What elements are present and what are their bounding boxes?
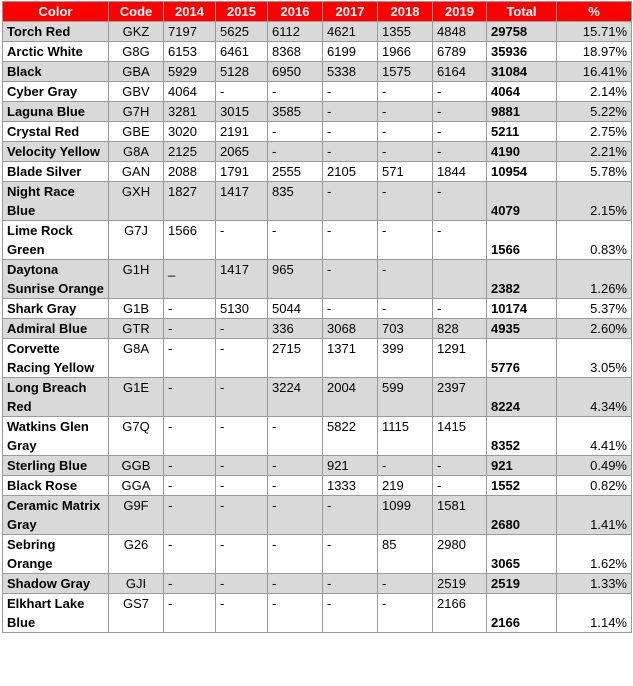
cell-code: G1E xyxy=(109,378,164,417)
cell-2014: 3020 xyxy=(164,122,216,142)
header-color: Color xyxy=(3,2,109,22)
cell-2015: - xyxy=(216,378,268,417)
cell-2014: 3281 xyxy=(164,102,216,122)
table-row xyxy=(3,496,632,535)
header-2019: 2019 xyxy=(433,2,487,22)
cell-total: 8224 xyxy=(487,378,557,417)
cell-2015: - xyxy=(216,417,268,456)
cell-2018: - xyxy=(378,182,433,221)
cell-2017: - xyxy=(323,574,378,594)
cell-color: Shark Gray xyxy=(3,299,109,319)
cell-total: 31084 xyxy=(487,62,557,82)
cell-2018: - xyxy=(378,82,433,102)
cell-2015: - xyxy=(216,496,268,535)
cell-2015: 2191 xyxy=(216,122,268,142)
cell-percent: 1.62% xyxy=(557,535,632,574)
cell-2018: 1355 xyxy=(378,22,433,42)
cell-total: 5776 xyxy=(487,339,557,378)
cell-2019: - xyxy=(433,102,487,122)
cell-2017: - xyxy=(323,535,378,574)
cell-2019: 1581 xyxy=(433,496,487,535)
cell-code: GJI xyxy=(109,574,164,594)
cell-2018: - xyxy=(378,221,433,260)
cell-2019: 4848 xyxy=(433,22,487,42)
cell-2017: - xyxy=(323,496,378,535)
table-row xyxy=(3,62,632,82)
cell-2015: 6461 xyxy=(216,42,268,62)
cell-2019: 1415 xyxy=(433,417,487,456)
cell-2014: - xyxy=(164,378,216,417)
cell-2016: - xyxy=(268,417,323,456)
header-2016: 2016 xyxy=(268,2,323,22)
cell-color: Shadow Gray xyxy=(3,574,109,594)
header-2015: 2015 xyxy=(216,2,268,22)
cell-2018: - xyxy=(378,456,433,476)
cell-color: Night Race Blue xyxy=(3,182,109,221)
cell-2017: 5338 xyxy=(323,62,378,82)
table-row xyxy=(3,339,632,378)
cell-2019: - xyxy=(433,182,487,221)
cell-total: 10174 xyxy=(487,299,557,319)
cell-2017: 3068 xyxy=(323,319,378,339)
cell-2019: - xyxy=(433,122,487,142)
cell-2016: 6950 xyxy=(268,62,323,82)
cell-2014: - xyxy=(164,535,216,574)
header-total: Total xyxy=(487,2,557,22)
cell-2017: - xyxy=(323,82,378,102)
cell-code: G8G xyxy=(109,42,164,62)
cell-2017: 4621 xyxy=(323,22,378,42)
cell-2018: 1966 xyxy=(378,42,433,62)
table-row xyxy=(3,122,632,142)
cell-total: 921 xyxy=(487,456,557,476)
table-row xyxy=(3,182,632,221)
table-row xyxy=(3,594,632,633)
cell-2017: - xyxy=(323,182,378,221)
cell-2018: - xyxy=(378,122,433,142)
header-2017: 2017 xyxy=(323,2,378,22)
cell-total: 29758 xyxy=(487,22,557,42)
cell-percent: 0.82% xyxy=(557,476,632,496)
cell-total: 4190 xyxy=(487,142,557,162)
cell-2014: - xyxy=(164,456,216,476)
cell-percent: 1.26% xyxy=(557,260,632,299)
table-row xyxy=(3,456,632,476)
cell-2015: - xyxy=(216,594,268,633)
cell-2014: 1566 xyxy=(164,221,216,260)
cell-2016: - xyxy=(268,82,323,102)
cell-percent: 15.71% xyxy=(557,22,632,42)
cell-2015: - xyxy=(216,82,268,102)
cell-color: Sebring Orange xyxy=(3,535,109,574)
cell-2015: 1417 xyxy=(216,260,268,299)
cell-2017: - xyxy=(323,142,378,162)
cell-2019: - xyxy=(433,299,487,319)
cell-2019: 2397 xyxy=(433,378,487,417)
cell-percent: 2.14% xyxy=(557,82,632,102)
cell-2018: 703 xyxy=(378,319,433,339)
cell-2016: 336 xyxy=(268,319,323,339)
cell-2014: - xyxy=(164,339,216,378)
cell-2016: - xyxy=(268,221,323,260)
cell-color: Corvette Racing Yellow xyxy=(3,339,109,378)
cell-2019: - xyxy=(433,82,487,102)
cell-code: GGB xyxy=(109,456,164,476)
cell-percent: 0.49% xyxy=(557,456,632,476)
cell-2014: 6153 xyxy=(164,42,216,62)
table-row xyxy=(3,535,632,574)
cell-code: G8A xyxy=(109,339,164,378)
cell-2018: 571 xyxy=(378,162,433,182)
cell-2017: 6199 xyxy=(323,42,378,62)
cell-total: 3065 xyxy=(487,535,557,574)
table-row xyxy=(3,82,632,102)
cell-code: G9F xyxy=(109,496,164,535)
cell-percent: 1.33% xyxy=(557,574,632,594)
cell-percent: 2.60% xyxy=(557,319,632,339)
cell-2015: - xyxy=(216,221,268,260)
cell-color: Black xyxy=(3,62,109,82)
header-percent: % xyxy=(557,2,632,22)
cell-2018: - xyxy=(378,142,433,162)
cell-percent: 16.41% xyxy=(557,62,632,82)
cell-percent: 0.83% xyxy=(557,221,632,260)
cell-code: GBA xyxy=(109,62,164,82)
table-row xyxy=(3,221,632,260)
table-row xyxy=(3,417,632,456)
cell-2018: 399 xyxy=(378,339,433,378)
cell-2019: - xyxy=(433,142,487,162)
cell-2016: - xyxy=(268,496,323,535)
table-row xyxy=(3,22,632,42)
cell-2018: 1575 xyxy=(378,62,433,82)
cell-2018: 599 xyxy=(378,378,433,417)
cell-2017: - xyxy=(323,299,378,319)
cell-2016: 2715 xyxy=(268,339,323,378)
cell-color: Black Rose xyxy=(3,476,109,496)
cell-2014: - xyxy=(164,574,216,594)
header-2014: 2014 xyxy=(164,2,216,22)
cell-code: G1B xyxy=(109,299,164,319)
cell-percent: 2.21% xyxy=(557,142,632,162)
cell-2016: 5044 xyxy=(268,299,323,319)
cell-2016: 8368 xyxy=(268,42,323,62)
cell-code: GS7 xyxy=(109,594,164,633)
cell-2014: - xyxy=(164,594,216,633)
cell-2014: 2125 xyxy=(164,142,216,162)
table-row xyxy=(3,299,632,319)
cell-code: GTR xyxy=(109,319,164,339)
cell-total: 1552 xyxy=(487,476,557,496)
cell-2014: - xyxy=(164,299,216,319)
cell-code: GGA xyxy=(109,476,164,496)
cell-color: Daytona Sunrise Orange xyxy=(3,260,109,299)
cell-2017: 921 xyxy=(323,456,378,476)
cell-code: GBV xyxy=(109,82,164,102)
table-row xyxy=(3,102,632,122)
cell-2019: - xyxy=(433,476,487,496)
cell-2015: 2065 xyxy=(216,142,268,162)
cell-2016: 6112 xyxy=(268,22,323,42)
cell-2019: - xyxy=(433,456,487,476)
cell-color: Arctic White xyxy=(3,42,109,62)
cell-2019 xyxy=(433,260,487,299)
cell-color: Torch Red xyxy=(3,22,109,42)
cell-code: G8A xyxy=(109,142,164,162)
cell-2015: - xyxy=(216,339,268,378)
cell-2019: 2519 xyxy=(433,574,487,594)
cell-2019: 1844 xyxy=(433,162,487,182)
cell-2014: 2088 xyxy=(164,162,216,182)
cell-2016: - xyxy=(268,142,323,162)
cell-2019: 2166 xyxy=(433,594,487,633)
cell-2016: - xyxy=(268,535,323,574)
cell-total: 5211 xyxy=(487,122,557,142)
cell-color: Sterling Blue xyxy=(3,456,109,476)
cell-2018: 85 xyxy=(378,535,433,574)
cell-color: Lime Rock Green xyxy=(3,221,109,260)
cell-percent: 5.37% xyxy=(557,299,632,319)
table-row xyxy=(3,162,632,182)
cell-2014: 7197 xyxy=(164,22,216,42)
cell-2017: 1333 xyxy=(323,476,378,496)
cell-percent: 5.22% xyxy=(557,102,632,122)
cell-2014: 5929 xyxy=(164,62,216,82)
cell-code: G7J xyxy=(109,221,164,260)
cell-percent: 18.97% xyxy=(557,42,632,62)
cell-2014: - xyxy=(164,496,216,535)
cell-2018: - xyxy=(378,299,433,319)
cell-code: G7H xyxy=(109,102,164,122)
cell-total: 8352 xyxy=(487,417,557,456)
cell-2017: 2004 xyxy=(323,378,378,417)
cell-2015: 5130 xyxy=(216,299,268,319)
cell-percent: 3.05% xyxy=(557,339,632,378)
table-row xyxy=(3,476,632,496)
cell-2018: 1115 xyxy=(378,417,433,456)
cell-code: GAN xyxy=(109,162,164,182)
table-row xyxy=(3,260,632,299)
cell-color: Admiral Blue xyxy=(3,319,109,339)
cell-percent: 5.78% xyxy=(557,162,632,182)
cell-2017: 1371 xyxy=(323,339,378,378)
cell-2018: 1099 xyxy=(378,496,433,535)
cell-percent: 1.14% xyxy=(557,594,632,633)
cell-2014: - xyxy=(164,417,216,456)
cell-2017: 2105 xyxy=(323,162,378,182)
cell-color: Elkhart Lake Blue xyxy=(3,594,109,633)
table-row xyxy=(3,142,632,162)
cell-2016: - xyxy=(268,476,323,496)
cell-2017: - xyxy=(323,122,378,142)
cell-color: Long Breach Red xyxy=(3,378,109,417)
cell-2017: - xyxy=(323,102,378,122)
cell-2016: 835 xyxy=(268,182,323,221)
cell-2018: - xyxy=(378,594,433,633)
cell-color: Crystal Red xyxy=(3,122,109,142)
cell-2016: - xyxy=(268,122,323,142)
cell-2015: 5128 xyxy=(216,62,268,82)
cell-total: 4079 xyxy=(487,182,557,221)
cell-2015: - xyxy=(216,535,268,574)
cell-2019: 2980 xyxy=(433,535,487,574)
cell-2019: 1291 xyxy=(433,339,487,378)
cell-total: 2166 xyxy=(487,594,557,633)
header-code: Code xyxy=(109,2,164,22)
cell-total: 2382 xyxy=(487,260,557,299)
cell-total: 10954 xyxy=(487,162,557,182)
cell-code: GBE xyxy=(109,122,164,142)
cell-2016: 2555 xyxy=(268,162,323,182)
cell-total: 1566 xyxy=(487,221,557,260)
header-2018: 2018 xyxy=(378,2,433,22)
cell-2015: - xyxy=(216,456,268,476)
cell-2014: 1827 xyxy=(164,182,216,221)
cell-2014: - xyxy=(164,319,216,339)
cell-percent: 2.15% xyxy=(557,182,632,221)
cell-2016: 3585 xyxy=(268,102,323,122)
cell-percent: 4.34% xyxy=(557,378,632,417)
cell-2014: _ xyxy=(164,260,216,299)
cell-color: Ceramic Matrix Gray xyxy=(3,496,109,535)
cell-2014: - xyxy=(164,476,216,496)
cell-2017: - xyxy=(323,594,378,633)
cell-2018: - xyxy=(378,102,433,122)
cell-2019: 6164 xyxy=(433,62,487,82)
cell-2015: - xyxy=(216,476,268,496)
cell-total: 4064 xyxy=(487,82,557,102)
cell-total: 4935 xyxy=(487,319,557,339)
cell-code: G7Q xyxy=(109,417,164,456)
color-production-table xyxy=(2,1,632,633)
cell-total: 2680 xyxy=(487,496,557,535)
cell-2018: - xyxy=(378,260,433,299)
cell-2019: 6789 xyxy=(433,42,487,62)
cell-2015: 1791 xyxy=(216,162,268,182)
table-row xyxy=(3,42,632,62)
cell-2015: - xyxy=(216,574,268,594)
cell-total: 2519 xyxy=(487,574,557,594)
cell-2016: - xyxy=(268,594,323,633)
cell-color: Cyber Gray xyxy=(3,82,109,102)
cell-2015: 3015 xyxy=(216,102,268,122)
cell-2017: - xyxy=(323,260,378,299)
cell-2018: - xyxy=(378,574,433,594)
cell-percent: 2.75% xyxy=(557,122,632,142)
table-row xyxy=(3,574,632,594)
cell-total: 9881 xyxy=(487,102,557,122)
table-row xyxy=(3,378,632,417)
cell-color: Laguna Blue xyxy=(3,102,109,122)
cell-2016: - xyxy=(268,456,323,476)
cell-2016: 965 xyxy=(268,260,323,299)
cell-2019: - xyxy=(433,221,487,260)
cell-total: 35936 xyxy=(487,42,557,62)
cell-color: Watkins Glen Gray xyxy=(3,417,109,456)
header-row xyxy=(3,2,632,22)
cell-2014: 4064 xyxy=(164,82,216,102)
cell-code: GXH xyxy=(109,182,164,221)
cell-code: G1H xyxy=(109,260,164,299)
cell-2015: 1417 xyxy=(216,182,268,221)
cell-code: G26 xyxy=(109,535,164,574)
table-body xyxy=(3,22,632,633)
table-row xyxy=(3,319,632,339)
cell-percent: 1.41% xyxy=(557,496,632,535)
cell-code: GKZ xyxy=(109,22,164,42)
cell-2016: - xyxy=(268,574,323,594)
cell-2018: 219 xyxy=(378,476,433,496)
cell-2016: 3224 xyxy=(268,378,323,417)
cell-2019: 828 xyxy=(433,319,487,339)
cell-2015: 5625 xyxy=(216,22,268,42)
cell-color: Blade Silver xyxy=(3,162,109,182)
cell-color: Velocity Yellow xyxy=(3,142,109,162)
cell-2015: - xyxy=(216,319,268,339)
cell-percent: 4.41% xyxy=(557,417,632,456)
cell-2017: 5822 xyxy=(323,417,378,456)
cell-2017: - xyxy=(323,221,378,260)
